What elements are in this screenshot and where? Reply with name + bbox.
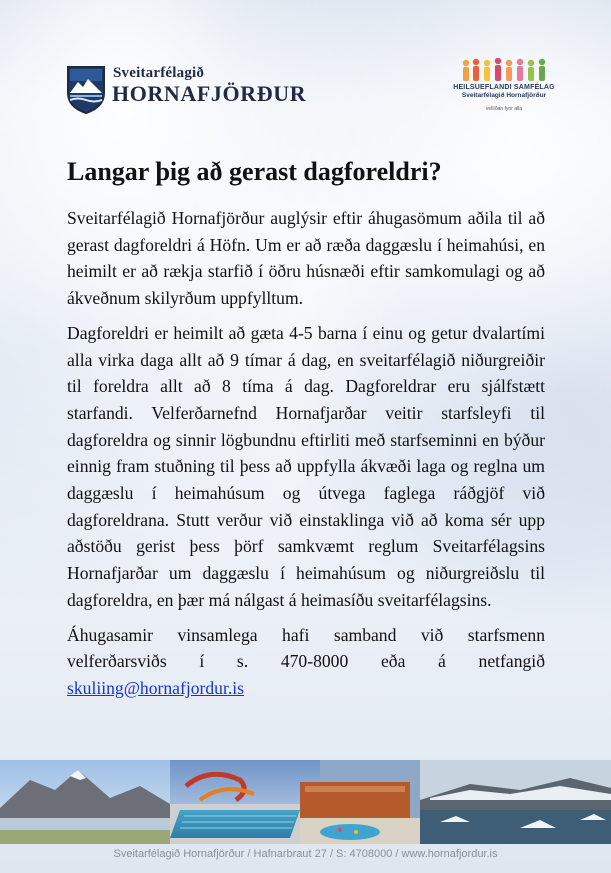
brand-subtitle: Sveitarfélagið — [113, 65, 205, 81]
health-logo-line1: HEILSUEFLANDI SAMFÉLAG — [453, 84, 555, 91]
health-logo-line2: Sveitarfélagið Hornafjörður — [461, 92, 547, 99]
page-title: Langar þig að gerast dagforeldri? — [67, 157, 442, 186]
paragraph-details: Dagforeldri er heimilt að gæta 4-5 barna í einu og getur dvalartími alla virka daga allt að 9 tímar á dag, en sveitarfélagið niðurgreiðir til foreldra allt að 8 tíma á dag. Dagforeldrar eru sjálfstætt starfandi. Velferðarnefnd Hornafjarðar veitir starfsleyfi til dagforeldra og sinnir lögbundnu eftirliti með starfseminni en býður einnig fram stuðning til þess að uppfylla ákvæði laga og reglna um daggæslu í heimahúsum og útvega faglega ráðgjöf við dagforeldrana. Stutt verður við einstaklinga við að koma sér upp aðstöðu gerist þess þörf samkvæmt reglum Sveitarfélagsins Hornafjarðar um daggæslu í heimahúsum og niðurgreiðslu til dagforeldra, en þær má nálgast á heimasíðu sveitarfélagsins. — [67, 322, 545, 610]
email-link[interactable]: skuliing@hornafjordur.is — [67, 677, 244, 698]
paragraph-contact — [67, 622, 545, 702]
paragraph-intro: Sveitarfélagið Hornafjörður auglýsir eftir áhugasömum aðila til að gerast dagforeldri á Höfn. Um er að ræða daggæslu í heimahúsi, en heimilt er að rækja starfið í öðru húsnæði eftir samkomulagi og að ákveðnum skilyrðum uppfylltum. — [67, 208, 545, 309]
shield-icon — [66, 65, 106, 115]
health-logo-line3: vellíðan fyrir alla — [485, 106, 523, 112]
glacier-photo — [420, 760, 611, 844]
contact-text: Áhugasamir vinsamlega hafi samband við starfsmenn velferðarsviðs í s. 470-8000 eða á netfangið — [67, 624, 545, 672]
people-figures-icon — [458, 58, 550, 84]
mountain-photo — [0, 760, 170, 844]
municipality-logo — [66, 63, 306, 119]
health-community-logo — [452, 58, 556, 122]
footer-address: Sveitarfélagið Hornafjörður / Hafnarbraut 27 / S: 4708000 / www.hornafjordur.is — [113, 848, 498, 860]
brand-title: HORNAFJÖRÐUR — [112, 81, 307, 106]
photo-strip — [0, 760, 611, 844]
body-text — [67, 205, 545, 710]
swimming-pool-photo — [170, 760, 320, 844]
